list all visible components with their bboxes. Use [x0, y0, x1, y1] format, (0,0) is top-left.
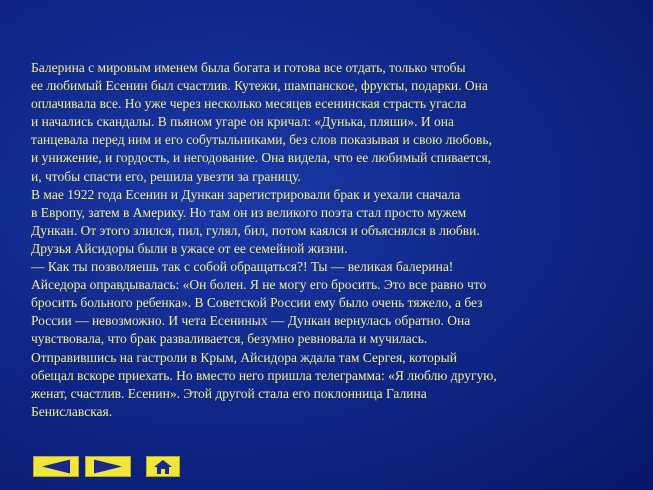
text-line: бросить больного ребенка». В Советской России ему было очень тяжело, а без — [31, 295, 483, 311]
home-button[interactable] — [146, 456, 180, 477]
slide-text — [31, 59, 631, 421]
previous-slide-button[interactable] — [33, 456, 79, 477]
text-line: Дункан. От этого злился, пил, гулял, бил, потом каялся и объяснялся в любви. — [31, 222, 480, 238]
text-line: и, чтобы спасти его, решила увезти за границу. — [31, 168, 301, 184]
text-line: В мае 1922 года Есенин и Дункан зарегистрировали брак и уехали сначала — [31, 186, 461, 202]
text-line: танцевала перед ним и его собутыльниками, без слов показывая и свою любовь, — [31, 132, 492, 148]
text-line: России — невозможно. И чета Есениных — Дункан вернулась обратно. Она — [31, 313, 471, 329]
text-line: Друзья Айсидоры были в ужасе от ее семейной жизни. — [31, 240, 348, 256]
text-line: оплачивала все. Но уже через несколько месяцев есенинская страсть угасла — [31, 96, 467, 112]
arrow-right-icon — [93, 459, 123, 474]
text-line: и унижение, и гордость, и негодование. Она видела, что ее любимый спивается, — [31, 150, 492, 166]
text-line: ее любимый Есенин был счастлив. Кутежи, шампанское, фрукты, подарки. Она — [31, 78, 488, 94]
text-line: обещал вскоре приехать. Но вместо него пришла телеграмма: «Я люблю другую, — [31, 367, 497, 383]
home-icon — [153, 459, 173, 475]
text-line: и начались скандалы. В пьяном угаре он кричал: «Дунька, пляши». И она — [31, 114, 454, 130]
text-line: чувствовала, что брак разваливается, безумно ревновала и мучилась. — [31, 331, 428, 347]
text-line: Айседора оправдывалась: «Он болен. Я не могу его бросить. Это все равно что — [31, 277, 487, 293]
text-line: женат, счастлив. Есенин». Этой другой стала его поклонница Галина — [31, 385, 427, 401]
text-line: Балерина с мировым именем была богата и готова все отдать, только чтобы — [31, 60, 466, 75]
next-slide-button[interactable] — [85, 456, 131, 477]
text-line: в Европу, затем в Америку. Но там он из великого поэта стал просто мужем — [31, 204, 467, 220]
text-line: Бениславская. — [31, 403, 113, 419]
arrow-left-icon — [41, 459, 71, 474]
text-line: Отправившись на гастроли в Крым, Айсидора ждала там Сергея, который — [31, 349, 457, 365]
text-line: — Как ты позволяешь так с собой обращаться?! Ты — великая балерина! — [31, 259, 454, 275]
